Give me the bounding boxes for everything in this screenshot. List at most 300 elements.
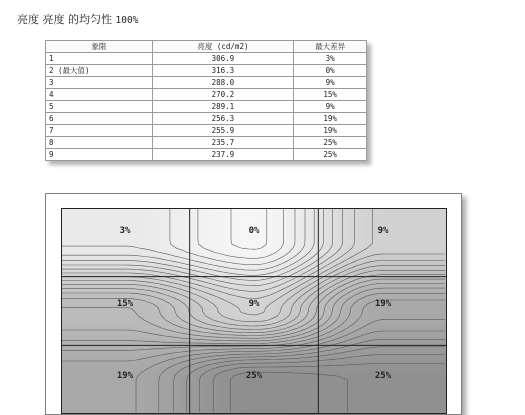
shade-pixel: [154, 262, 157, 265]
shade-pixel: [217, 226, 220, 229]
shade-pixel: [373, 271, 376, 274]
shade-pixel: [262, 241, 265, 244]
shade-pixel: [250, 250, 253, 253]
shade-pixel: [427, 313, 430, 316]
shade-pixel: [391, 256, 394, 259]
shade-pixel: [343, 223, 346, 226]
shade-pixel: [199, 229, 202, 232]
shade-pixel: [283, 250, 286, 253]
shade-pixel: [70, 289, 73, 292]
shade-pixel: [418, 217, 421, 220]
shade-pixel: [367, 238, 370, 241]
shade-pixel: [232, 262, 235, 265]
shade-pixel: [364, 229, 367, 232]
shade-pixel: [364, 298, 367, 301]
shade-pixel: [334, 226, 337, 229]
shade-pixel: [418, 271, 421, 274]
shade-pixel: [118, 238, 121, 241]
shade-pixel: [397, 313, 400, 316]
shade-pixel: [148, 253, 151, 256]
shade-pixel: [364, 211, 367, 214]
shade-pixel: [394, 217, 397, 220]
shade-pixel: [163, 241, 166, 244]
shade-pixel: [73, 253, 76, 256]
shade-pixel: [277, 253, 280, 256]
shade-pixel: [79, 316, 82, 319]
shade-pixel: [112, 265, 115, 268]
shade-pixel: [340, 316, 343, 319]
shade-pixel: [226, 319, 229, 322]
shade-pixel: [238, 298, 241, 301]
shade-pixel: [67, 214, 70, 217]
shade-pixel: [382, 250, 385, 253]
shade-pixel: [166, 286, 169, 289]
shade-pixel: [151, 298, 154, 301]
shade-pixel: [313, 301, 316, 304]
shade-pixel: [247, 238, 250, 241]
shade-pixel: [391, 223, 394, 226]
shade-pixel: [298, 235, 301, 238]
shade-pixel: [379, 211, 382, 214]
shade-pixel: [439, 217, 442, 220]
shade-pixel: [364, 253, 367, 256]
shade-pixel: [106, 313, 109, 316]
shade-pixel: [190, 220, 193, 223]
shade-pixel: [214, 271, 217, 274]
shade-pixel: [79, 232, 82, 235]
shade-pixel: [322, 226, 325, 229]
shade-pixel: [106, 226, 109, 229]
shade-pixel: [430, 262, 433, 265]
shade-pixel: [73, 229, 76, 232]
shade-pixel: [139, 286, 142, 289]
shade-pixel: [343, 310, 346, 313]
shade-pixel: [184, 310, 187, 313]
shade-pixel: [262, 229, 265, 232]
shade-pixel: [307, 211, 310, 214]
shade-pixel: [139, 235, 142, 238]
shade-pixel: [334, 238, 337, 241]
shade-pixel: [154, 217, 157, 220]
shade-pixel: [403, 280, 406, 283]
shade-pixel: [109, 304, 112, 307]
shade-pixel: [73, 226, 76, 229]
shade-pixel: [367, 211, 370, 214]
shade-pixel: [361, 211, 364, 214]
shade-pixel: [421, 268, 424, 271]
shade-pixel: [121, 214, 124, 217]
shade-pixel: [403, 307, 406, 310]
shade-pixel: [427, 220, 430, 223]
shade-pixel: [301, 253, 304, 256]
shade-pixel: [133, 304, 136, 307]
shade-pixel: [418, 241, 421, 244]
shade-pixel: [211, 307, 214, 310]
shade-pixel: [142, 244, 145, 247]
shade-pixel: [334, 271, 337, 274]
shade-pixel: [217, 238, 220, 241]
shade-pixel: [223, 319, 226, 322]
shade-pixel: [430, 289, 433, 292]
shade-pixel: [193, 313, 196, 316]
shade-pixel: [409, 211, 412, 214]
shade-pixel: [295, 283, 298, 286]
shade-pixel: [70, 247, 73, 250]
shade-pixel: [79, 220, 82, 223]
shade-pixel: [442, 229, 445, 232]
shade-pixel: [295, 256, 298, 259]
shade-pixel: [328, 241, 331, 244]
shade-pixel: [277, 223, 280, 226]
shade-pixel: [415, 307, 418, 310]
shade-pixel: [85, 292, 88, 295]
shade-pixel: [427, 268, 430, 271]
shade-pixel: [325, 307, 328, 310]
shade-pixel: [163, 295, 166, 298]
shade-pixel: [430, 295, 433, 298]
shade-pixel: [343, 220, 346, 223]
shade-pixel: [271, 307, 274, 310]
shade-pixel: [94, 313, 97, 316]
shade-pixel: [208, 235, 211, 238]
shade-pixel: [130, 316, 133, 319]
shade-pixel: [244, 316, 247, 319]
shade-pixel: [178, 295, 181, 298]
shade-pixel: [193, 241, 196, 244]
shade-pixel: [286, 241, 289, 244]
shade-pixel: [439, 229, 442, 232]
shade-pixel: [343, 304, 346, 307]
shade-pixel: [163, 214, 166, 217]
shade-pixel: [328, 238, 331, 241]
shade-pixel: [157, 232, 160, 235]
shade-pixel: [418, 235, 421, 238]
shade-pixel: [118, 214, 121, 217]
shade-pixel: [430, 235, 433, 238]
shade-pixel: [79, 247, 82, 250]
shade-pixel: [352, 316, 355, 319]
shade-pixel: [394, 253, 397, 256]
shade-pixel: [88, 253, 91, 256]
shade-pixel: [385, 262, 388, 265]
shade-pixel: [139, 304, 142, 307]
shade-pixel: [157, 259, 160, 262]
shade-pixel: [373, 226, 376, 229]
shade-pixel: [424, 217, 427, 220]
shade-pixel: [127, 238, 130, 241]
shade-pixel: [346, 301, 349, 304]
shade-pixel: [82, 283, 85, 286]
shade-pixel: [181, 223, 184, 226]
shade-pixel: [121, 310, 124, 313]
shade-pixel: [430, 307, 433, 310]
shade-pixel: [358, 253, 361, 256]
shade-pixel: [355, 211, 358, 214]
shade-pixel: [217, 220, 220, 223]
shade-pixel: [199, 241, 202, 244]
shade-pixel: [169, 256, 172, 259]
shade-pixel: [400, 313, 403, 316]
shade-pixel: [223, 238, 226, 241]
shade-pixel: [298, 247, 301, 250]
shade-pixel: [97, 319, 100, 322]
shade-pixel: [103, 256, 106, 259]
shade-pixel: [388, 220, 391, 223]
shade-pixel: [370, 313, 373, 316]
shade-pixel: [409, 214, 412, 217]
shade-pixel: [379, 214, 382, 217]
shade-pixel: [118, 283, 121, 286]
shade-pixel: [64, 283, 67, 286]
shade-pixel: [397, 304, 400, 307]
shade-pixel: [148, 232, 151, 235]
shade-pixel: [145, 229, 148, 232]
shade-pixel: [157, 319, 160, 322]
shade-pixel: [394, 313, 397, 316]
shade-pixel: [91, 304, 94, 307]
shade-pixel: [70, 277, 73, 280]
shade-pixel: [421, 214, 424, 217]
shade-pixel: [295, 211, 298, 214]
shade-pixel: [130, 253, 133, 256]
shade-pixel: [208, 238, 211, 241]
shade-pixel: [208, 313, 211, 316]
shade-pixel: [100, 241, 103, 244]
shade-pixel: [274, 310, 277, 313]
shade-pixel: [421, 238, 424, 241]
shade-pixel: [109, 283, 112, 286]
shade-pixel: [178, 322, 181, 325]
shade-pixel: [442, 244, 445, 247]
shade-pixel: [85, 277, 88, 280]
shade-pixel: [175, 307, 178, 310]
shade-pixel: [262, 223, 265, 226]
shade-pixel: [196, 247, 199, 250]
shade-pixel: [199, 298, 202, 301]
shade-pixel: [145, 223, 148, 226]
shade-pixel: [406, 229, 409, 232]
shade-pixel: [112, 226, 115, 229]
shade-pixel: [325, 214, 328, 217]
shade-pixel: [223, 232, 226, 235]
shade-pixel: [427, 277, 430, 280]
shade-pixel: [250, 220, 253, 223]
shade-pixel: [361, 259, 364, 262]
shade-pixel: [169, 232, 172, 235]
shade-pixel: [160, 232, 163, 235]
shade-pixel: [97, 313, 100, 316]
shade-pixel: [337, 214, 340, 217]
shade-pixel: [139, 319, 142, 322]
shade-pixel: [235, 226, 238, 229]
shade-pixel: [391, 253, 394, 256]
shade-pixel: [136, 217, 139, 220]
shade-pixel: [274, 253, 277, 256]
shade-pixel: [142, 211, 145, 214]
shade-pixel: [394, 232, 397, 235]
shade-pixel: [301, 259, 304, 262]
shade-pixel: [430, 280, 433, 283]
shade-pixel: [133, 289, 136, 292]
shade-pixel: [259, 220, 262, 223]
shade-pixel: [103, 304, 106, 307]
shade-pixel: [106, 286, 109, 289]
shade-pixel: [154, 238, 157, 241]
shade-pixel: [175, 229, 178, 232]
shade-pixel: [214, 235, 217, 238]
shade-pixel: [118, 289, 121, 292]
shade-pixel: [178, 229, 181, 232]
shade-pixel: [325, 217, 328, 220]
shade-pixel: [394, 244, 397, 247]
shade-pixel: [442, 286, 445, 289]
shade-pixel: [103, 226, 106, 229]
shade-pixel: [142, 253, 145, 256]
shade-pixel: [160, 235, 163, 238]
shade-pixel: [319, 223, 322, 226]
shade-pixel: [238, 253, 241, 256]
shade-pixel: [343, 214, 346, 217]
shade-pixel: [151, 214, 154, 217]
shade-pixel: [235, 259, 238, 262]
shade-pixel: [358, 304, 361, 307]
shade-pixel: [178, 241, 181, 244]
shade-pixel: [409, 256, 412, 259]
shade-pixel: [76, 319, 79, 322]
shade-pixel: [193, 238, 196, 241]
shade-pixel: [313, 304, 316, 307]
shade-pixel: [322, 298, 325, 301]
shade-pixel: [286, 214, 289, 217]
shade-pixel: [292, 307, 295, 310]
shade-pixel: [430, 244, 433, 247]
shade-pixel: [319, 214, 322, 217]
shade-pixel: [433, 256, 436, 259]
shade-pixel: [76, 268, 79, 271]
shade-pixel: [310, 235, 313, 238]
shade-pixel: [418, 256, 421, 259]
shade-pixel: [418, 220, 421, 223]
shade-pixel: [271, 232, 274, 235]
shade-pixel: [205, 283, 208, 286]
shade-pixel: [217, 256, 220, 259]
shade-pixel: [304, 214, 307, 217]
shade-pixel: [127, 217, 130, 220]
shade-pixel: [88, 283, 91, 286]
shade-pixel: [394, 220, 397, 223]
shade-pixel: [367, 277, 370, 280]
shade-pixel: [322, 214, 325, 217]
shade-pixel: [244, 223, 247, 226]
shade-pixel: [106, 238, 109, 241]
shade-pixel: [241, 250, 244, 253]
shade-pixel: [355, 220, 358, 223]
shade-pixel: [208, 319, 211, 322]
shade-pixel: [247, 211, 250, 214]
shade-pixel: [226, 214, 229, 217]
shade-pixel: [181, 253, 184, 256]
shade-pixel: [67, 319, 70, 322]
shade-pixel: [412, 244, 415, 247]
shade-pixel: [124, 310, 127, 313]
shade-pixel: [178, 244, 181, 247]
shade-pixel: [253, 310, 256, 313]
shade-pixel: [193, 262, 196, 265]
shade-pixel: [136, 304, 139, 307]
shade-pixel: [427, 214, 430, 217]
shade-pixel: [361, 229, 364, 232]
shade-pixel: [391, 211, 394, 214]
shade-pixel: [127, 289, 130, 292]
shade-pixel: [85, 229, 88, 232]
shade-pixel: [391, 220, 394, 223]
shade-pixel: [193, 226, 196, 229]
shade-pixel: [331, 268, 334, 271]
shade-pixel: [208, 214, 211, 217]
shade-pixel: [403, 262, 406, 265]
shade-pixel: [241, 304, 244, 307]
shade-pixel: [124, 319, 127, 322]
shade-pixel: [394, 295, 397, 298]
shade-pixel: [253, 292, 256, 295]
shade-pixel: [295, 232, 298, 235]
shade-pixel: [406, 244, 409, 247]
shade-pixel: [226, 313, 229, 316]
shade-pixel: [307, 232, 310, 235]
shade-pixel: [235, 280, 238, 283]
shade-pixel: [112, 232, 115, 235]
shade-pixel: [97, 283, 100, 286]
shade-pixel: [88, 223, 91, 226]
shade-pixel: [436, 250, 439, 253]
shade-pixel: [433, 289, 436, 292]
shade-pixel: [352, 232, 355, 235]
shade-pixel: [430, 304, 433, 307]
shade-pixel: [415, 229, 418, 232]
shade-pixel: [436, 244, 439, 247]
shade-pixel: [232, 229, 235, 232]
shade-pixel: [328, 211, 331, 214]
shade-pixel: [355, 229, 358, 232]
shade-pixel: [166, 307, 169, 310]
shade-pixel: [82, 256, 85, 259]
shade-pixel: [304, 211, 307, 214]
shade-pixel: [148, 271, 151, 274]
shade-pixel: [205, 232, 208, 235]
shade-pixel: [319, 319, 322, 322]
shade-pixel: [127, 316, 130, 319]
shade-pixel: [217, 214, 220, 217]
shade-pixel: [85, 283, 88, 286]
shade-pixel: [79, 301, 82, 304]
shade-pixel: [112, 277, 115, 280]
shade-pixel: [415, 220, 418, 223]
shade-pixel: [232, 316, 235, 319]
shade-pixel: [424, 247, 427, 250]
shade-pixel: [439, 292, 442, 295]
shade-pixel: [247, 265, 250, 268]
shade-pixel: [310, 214, 313, 217]
shade-pixel: [154, 307, 157, 310]
shade-pixel: [229, 310, 232, 313]
shade-pixel: [202, 250, 205, 253]
shade-pixel: [115, 223, 118, 226]
shade-pixel: [400, 280, 403, 283]
shade-pixel: [157, 235, 160, 238]
shade-pixel: [325, 316, 328, 319]
shade-pixel: [166, 256, 169, 259]
shade-pixel: [229, 247, 232, 250]
